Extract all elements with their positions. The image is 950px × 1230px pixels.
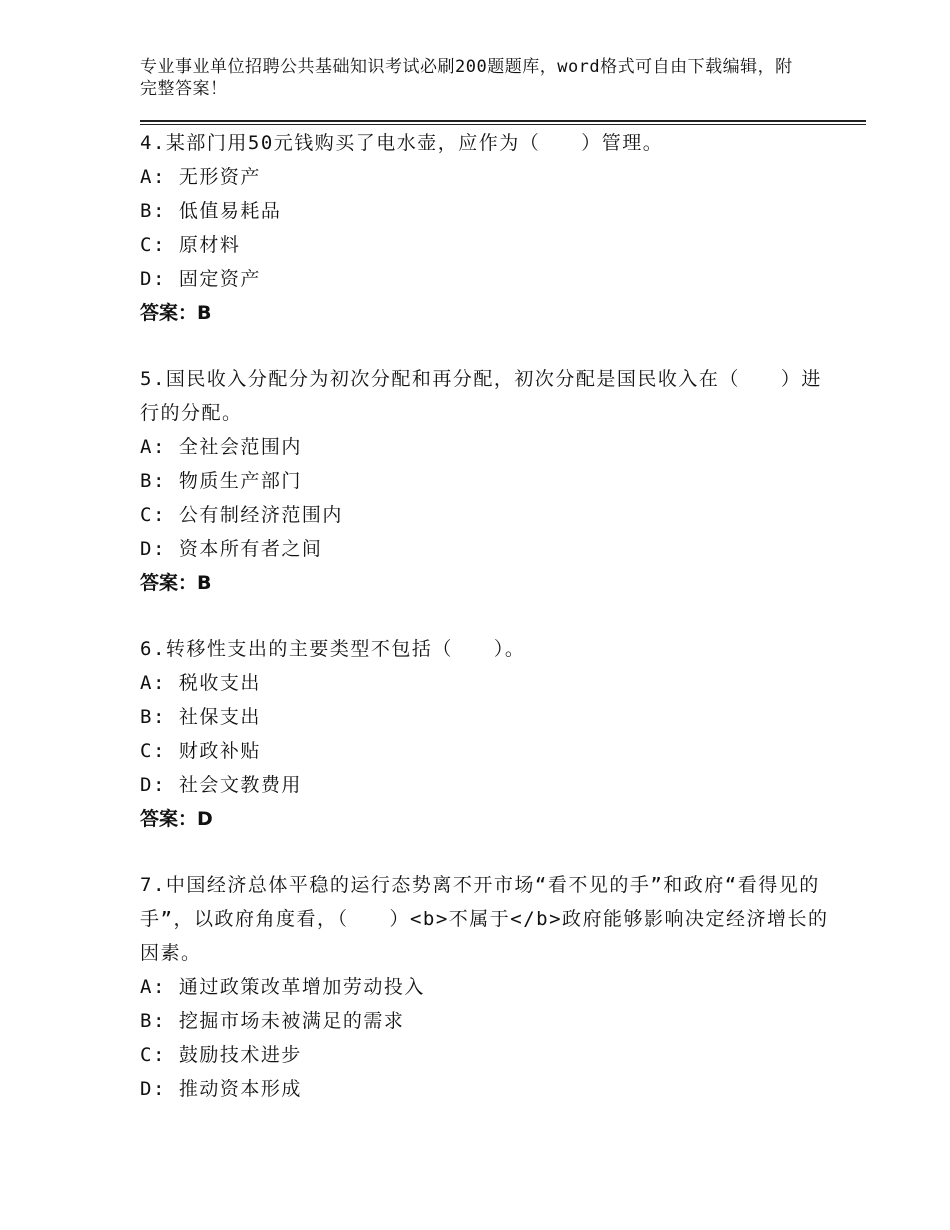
- question-list: [140, 126, 830, 1138]
- option-a: A: 全社会范围内: [140, 436, 302, 458]
- header-divider: [140, 120, 866, 125]
- question-stem: 5.国民收入分配分为初次分配和再分配，初次分配是国民收入在（ ）进行的分配。: [140, 368, 822, 424]
- answer-label: 答案：B: [140, 572, 212, 594]
- option-c: C: 公有制经济范围内: [140, 504, 343, 526]
- option-a: A: 税收支出: [140, 672, 261, 694]
- option-d: D: 社会文教费用: [140, 774, 302, 796]
- option-d: D: 资本所有者之间: [140, 538, 323, 560]
- question-stem: 7.中国经济总体平稳的运行态势离不开市场“看不见的手”和政府“看得见的手”，以政府角度看，（ ）<b>不属于</b>政府能够影响决定经济增长的因素。: [140, 874, 829, 964]
- option-b: B: 物质生产部门: [140, 470, 302, 492]
- question-7: [140, 868, 830, 1106]
- option-c: C: 财政补贴: [140, 740, 261, 762]
- document-header: [140, 56, 800, 100]
- question-5: [140, 362, 830, 600]
- option-a: A: 无形资产: [140, 166, 261, 188]
- option-a: A: 通过政策改革增加劳动投入: [140, 976, 425, 998]
- answer-label: 答案：B: [140, 302, 212, 324]
- answer-label: 答案：D: [140, 808, 213, 830]
- header-text: 专业事业单位招聘公共基础知识考试必刷200题题库，word格式可自由下载编辑，附完整答案！: [140, 57, 793, 99]
- question-stem: 4.某部门用50元钱购买了电水壶，应作为（ ）管理。: [140, 132, 664, 154]
- option-b: B: 挖掘市场未被满足的需求: [140, 1010, 405, 1032]
- option-d: D: 固定资产: [140, 268, 261, 290]
- question-4: [140, 126, 830, 330]
- question-6: [140, 632, 830, 836]
- question-stem: 6.转移性支出的主要类型不包括（ ）。: [140, 638, 526, 660]
- option-b: B: 社保支出: [140, 706, 261, 728]
- option-c: C: 鼓励技术进步: [140, 1044, 302, 1066]
- option-c: C: 原材料: [140, 234, 241, 256]
- option-d: D: 推动资本形成: [140, 1078, 302, 1100]
- option-b: B: 低值易耗品: [140, 200, 282, 222]
